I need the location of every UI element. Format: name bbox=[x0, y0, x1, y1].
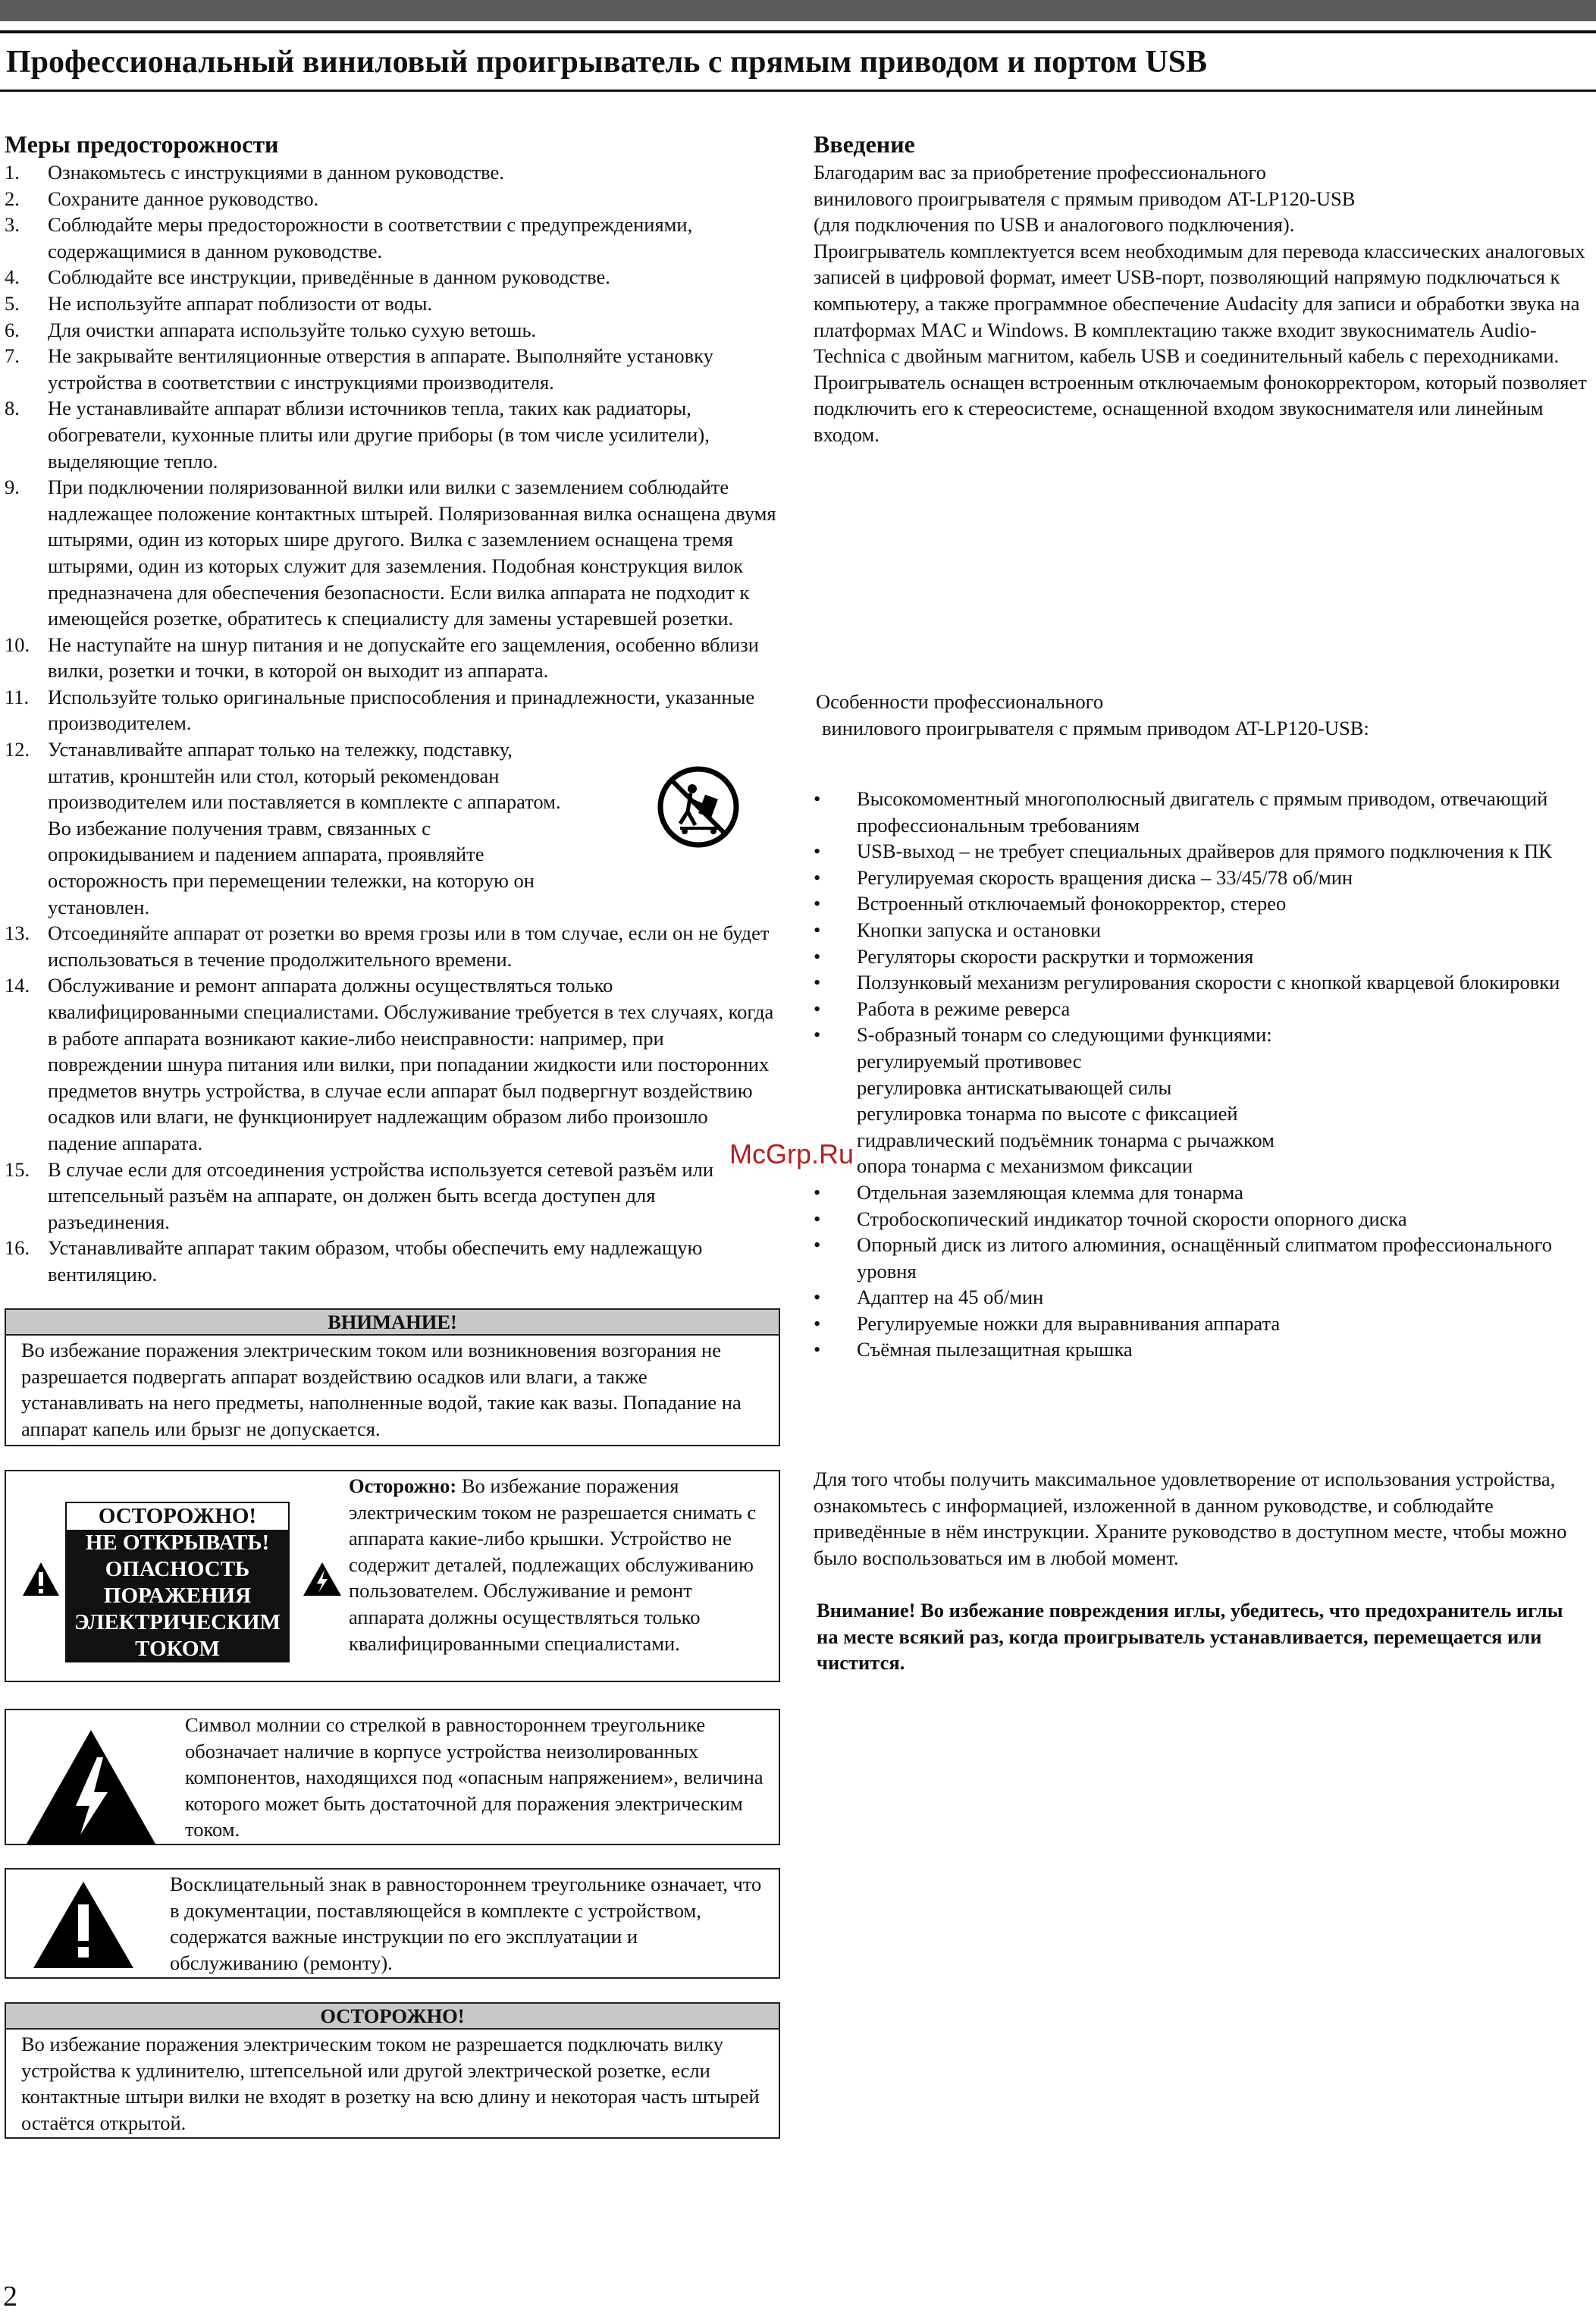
intro-line2: винилового проигрывателя с прямым приводом AT-LP120-USB bbox=[814, 187, 1356, 210]
precaution-text: Сохраните данное руководство. bbox=[48, 187, 319, 210]
precaution-text: Обслуживание и ремонт аппарата должны осуществляться только квалифицированными специалистами. Обслуживание требуется в тех случаях, когда в работе аппарата возникают какие-либо неисправности: например, при повреждении шнура питания или вилки, при попадании жидкости или посторонних предметов внутрь устройства, в случае если аппарат был подвергнут воздействию осадков или влаги, не функционирует надлежащим образом либо произошло падение аппарата. bbox=[48, 974, 774, 1154]
precaution-number: 13. bbox=[5, 921, 30, 945]
caution-box bbox=[5, 2002, 780, 2139]
bullet: • bbox=[814, 971, 821, 994]
exclamation-symbol-box bbox=[5, 1868, 780, 1979]
feature-text: USB-выход – не требует специальных драйверов для прямого подключения к ПК bbox=[857, 840, 1552, 863]
feature-item bbox=[814, 890, 1594, 917]
warning-triangle-icon-left bbox=[21, 1561, 61, 1597]
lightning-symbol-box bbox=[5, 1709, 780, 1845]
precaution-text: Не используйте аппарат поблизости от воды. bbox=[48, 291, 433, 315]
feature-item bbox=[814, 1284, 1594, 1311]
precaution-item bbox=[5, 920, 782, 972]
bullet: • bbox=[814, 840, 821, 863]
needle-warning: Внимание! Во избежание повреждения иглы, убедитесь, что предохранитель иглы на месте всякий раз, когда проигрыватель устанавливается, перемещается или чистится. bbox=[817, 1599, 1563, 1675]
bullet: • bbox=[814, 1233, 821, 1257]
caution-box-text: Во избежание поражения электрическим током не разрешается подключать вилку устройства к удлинителю, штепсельной или другой электрической розетке, если контактные штыри вилки не входят в розетку на всю длину и некоторая часть штырей остаётся открытой. bbox=[21, 2033, 760, 2134]
exclamation-triangle-icon bbox=[30, 1879, 136, 1971]
feature-text: Высокомоментный многополюсный двигатель с прямым приводом, отвечающий профессиональным требованиям bbox=[857, 787, 1548, 837]
feature-subitem: регулируемый противовес bbox=[857, 1049, 1082, 1072]
precaution-number: 16. bbox=[5, 1236, 30, 1260]
precaution-text: Отсоединяйте аппарат от розетки во время грозы или в том случае, если он не будет использоваться в течение продолжительного времени. bbox=[48, 921, 770, 971]
feature-text: Регуляторы скорости раскрутки и торможения bbox=[857, 944, 1254, 968]
features-list bbox=[814, 786, 1594, 1363]
top-rule bbox=[0, 30, 1596, 33]
caution-box-title: ОСТОРОЖНО! bbox=[6, 2004, 779, 2030]
page-title: Профессиональный виниловый проигрыватель с прямым приводом и портом USB bbox=[6, 45, 1208, 80]
bullet: • bbox=[814, 1180, 821, 1204]
intro-paragraph3: Проигрыватель оснащен встроенным отключаемым фонокорректором, который позволяет подключить его к стереосистеме, оснащенной входом звукоснимателя или линейным входом. bbox=[814, 370, 1587, 446]
exclamation-symbol-text: Восклицательный знак в равностороннем треугольнике означает, что в документации, поставляющейся в комплекте с устройством, содержатся важные инструкции по его эксплуатации и обслуживанию (ремонту). bbox=[170, 1873, 762, 1974]
precautions-heading: Меры предосторожности bbox=[5, 130, 279, 158]
precaution-text: Соблюдайте меры предосторожности в соответствии с предупреждениями, содержащимися в данном руководстве. bbox=[48, 213, 693, 262]
bullet: • bbox=[814, 1023, 821, 1047]
precaution-text: Соблюдайте все инструкции, приведённые в данном руководстве. bbox=[48, 265, 610, 289]
bullet: • bbox=[814, 865, 821, 889]
page-number: 2 bbox=[3, 2281, 17, 2312]
caution-label-line3: ОПАСНОСТЬ bbox=[105, 1557, 250, 1581]
precaution-item bbox=[5, 632, 782, 684]
precaution-item bbox=[5, 212, 782, 264]
precaution-item bbox=[5, 290, 782, 317]
warning-box bbox=[5, 1308, 780, 1446]
bullet: • bbox=[814, 1311, 821, 1335]
bullet: • bbox=[814, 944, 821, 968]
precaution-number: 12. bbox=[5, 738, 30, 761]
feature-subitem: гидравлический подъёмник тонарма с рычажком bbox=[857, 1128, 1275, 1151]
caution-label bbox=[65, 1502, 290, 1662]
features-heading bbox=[816, 689, 1589, 741]
feature-item bbox=[814, 1336, 1594, 1363]
precaution-number: 5. bbox=[5, 291, 20, 315]
caution-label-line4: ПОРАЖЕНИЯ bbox=[103, 1584, 252, 1608]
feature-text: Кнопки запуска и остановки bbox=[857, 918, 1102, 941]
precaution-number: 10. bbox=[5, 633, 30, 656]
precaution-item bbox=[5, 474, 782, 632]
precaution-number: 3. bbox=[5, 213, 20, 237]
warning-box-title: ВНИМАНИЕ! bbox=[6, 1310, 779, 1336]
bullet: • bbox=[814, 1207, 821, 1230]
feature-item bbox=[814, 1232, 1594, 1284]
precaution-item bbox=[5, 972, 782, 1156]
intro-line3: (для подключения по USB и аналогового подключения). bbox=[814, 213, 1295, 237]
feature-subitem: регулировка антискатывающей силы bbox=[857, 1075, 1172, 1099]
bullet: • bbox=[814, 892, 821, 915]
bullet: • bbox=[814, 1286, 821, 1309]
precaution-text: Не закрывайте вентиляционные отверстия в аппарате. Выполняйте установку устройства в соответствии с инструкциями производителя. bbox=[48, 344, 713, 394]
feature-text: Отдельная заземляющая клемма для тонарма bbox=[857, 1180, 1243, 1204]
bullet: • bbox=[814, 787, 821, 810]
feature-text: Ползунковый механизм регулирования скорости с кнопкой кварцевой блокировки bbox=[857, 971, 1560, 994]
feature-subitem: опора тонарма с механизмом фиксации bbox=[857, 1154, 1193, 1178]
precaution-number: 11. bbox=[5, 685, 30, 708]
feature-item bbox=[814, 865, 1594, 891]
precaution-text: При подключении поляризованной вилки или вилки с заземлением соблюдайте надлежащее положение контактных штырей. Поляризованная вилка оснащена двумя штырями, один из которых шире другого. Вилка с заземлением оснащена тремя штырями, один из которых служит для заземления. Подобная конструкция вилок предназначена для обеспечения безопасности. Если вилка аппарата не подходит к имеющейся розетке, обратитесь к специалисту для замены устаревшей розетки. bbox=[48, 476, 776, 630]
intro-heading: Введение bbox=[814, 130, 915, 158]
lightning-symbol-text: Символ молнии со стрелкой в равностороннем треугольнике обозначает наличие в корпусе устройства неизолированных компонентов, находящихся под «опасным напряжением», величина которого может быть достаточной для поражения электрическим током. bbox=[185, 1713, 764, 1841]
bullet: • bbox=[814, 1338, 821, 1361]
feature-item bbox=[814, 1022, 1594, 1048]
feature-text: Работа в режиме реверса bbox=[857, 997, 1071, 1020]
watermark: McGrp.Ru bbox=[729, 1138, 854, 1169]
precaution-item bbox=[5, 264, 782, 290]
precaution-text: Не устанавливайте аппарат вблизи источников тепла, таких как радиаторы, обогреватели, кухонные плиты или другие приборы (в том числе усилители), выделяющие тепло. bbox=[48, 397, 710, 473]
caution-label-body: Во избежание поражения электрическим током не разрешается снимать с аппарата какие-либо крышки. Устройство не содержит деталей, подлежащих обслуживанию пользователем. Обслуживание и ремонт аппарата должны осуществляться только квалифицированными специалистами. bbox=[349, 1474, 757, 1655]
feature-item bbox=[814, 943, 1594, 970]
feature-item bbox=[814, 917, 1594, 943]
precaution-number: 8. bbox=[5, 397, 20, 420]
precaution-text: В случае если для отсоединения устройства используется сетевой разъём или штепсельный разъём на аппарате, он должен быть всегда доступен для разъединения. bbox=[48, 1157, 714, 1233]
precaution-text: Устанавливайте аппарат таким образом, чтобы обеспечить ему надлежащую вентиляцию. bbox=[48, 1236, 703, 1286]
precaution-item bbox=[5, 343, 782, 395]
caution-label-line5: ЭЛЕКТРИЧЕСКИМ bbox=[74, 1610, 281, 1634]
precaution-item bbox=[5, 159, 782, 186]
precaution-number: 2. bbox=[5, 187, 20, 210]
bullet: • bbox=[814, 918, 821, 941]
closing-paragraph: Для того чтобы получить максимальное удовлетворение от использования устройства, ознакомьтесь с информацией, изложенной в данном руководстве, и соблюдайте приведённые в нём инструкции. Храните руководство в доступном месте, чтобы можно было воспользоваться им в любой момент. bbox=[814, 1468, 1567, 1569]
feature-text: Опорный диск из литого алюминия, оснащённый слипматом профессионального уровня bbox=[857, 1233, 1552, 1283]
precaution-item bbox=[5, 395, 782, 474]
precaution-item bbox=[5, 317, 782, 344]
caution-label-line1: ОСТОРОЖНО! bbox=[67, 1503, 288, 1530]
precaution-text: Устанавливайте аппарат только на тележку, подставку, штатив, кронштейн или стол, который рекомендован производителем или поставляется в комплекте с аппаратом. Во избежание получения травм, связанных с опрокидыванием и падением аппарата, проявляйте осторожность при перемещении тележки, на которую он установлен. bbox=[48, 738, 561, 918]
precaution-number: 1. bbox=[5, 161, 20, 184]
precaution-number: 6. bbox=[5, 318, 20, 341]
precaution-item bbox=[5, 186, 782, 212]
feature-item bbox=[814, 1206, 1594, 1232]
title-rule bbox=[0, 89, 1596, 92]
feature-text: Стробоскопический индикатор точной скорости опорного диска bbox=[857, 1207, 1407, 1230]
precaution-text: Для очистки аппарата используйте только сухую ветошь. bbox=[48, 318, 537, 341]
precaution-number: 9. bbox=[5, 476, 20, 499]
precaution-item bbox=[5, 1235, 782, 1287]
feature-item bbox=[814, 838, 1594, 865]
intro-line1: Благодарим вас за приобретение профессионального bbox=[814, 161, 1266, 184]
feature-item bbox=[814, 786, 1594, 838]
feature-text: Встроенный отключаемый фонокорректор, стерео bbox=[857, 892, 1287, 915]
feature-item bbox=[814, 1179, 1594, 1206]
caution-label-line2: НЕ ОТКРЫВАТЬ! bbox=[85, 1531, 270, 1555]
intro-paragraph2: Проигрыватель комплектуется всем необходимым для перевода классических аналоговых записей в цифровой формат, имеет USB-порт, позволяющий напрямую подключаться к компьютеру, а также программное обеспечение Audacity для записи и обработки звука на платформах MAC и Windows. В комплектацию также входит звукосниматель Audio-Technica с двойным магнитом, кабель USB и соединительный кабель с переходниками. bbox=[814, 239, 1585, 368]
feature-text: Регулируемая скорость вращения диска – 33/45/78 об/мин bbox=[857, 865, 1353, 889]
caution-label-text bbox=[349, 1473, 770, 1656]
feature-item bbox=[814, 969, 1594, 996]
feature-subitem: регулировка тонарма по высоте с фиксацией bbox=[857, 1102, 1238, 1126]
feature-text: Адаптер на 45 об/мин bbox=[857, 1286, 1044, 1309]
lightning-triangle-icon-small bbox=[302, 1561, 343, 1597]
precaution-number: 14. bbox=[5, 974, 30, 997]
precaution-number: 4. bbox=[5, 265, 20, 289]
precaution-item bbox=[5, 684, 782, 736]
caution-label-line6: ТОКОМ bbox=[135, 1637, 220, 1661]
precaution-text: Ознакомьтесь с инструкциями в данном руководстве. bbox=[48, 161, 504, 184]
precaution-item bbox=[5, 1157, 782, 1235]
precaution-number: 15. bbox=[5, 1157, 30, 1181]
features-heading-line2: винилового проигрывателя с прямым приводом AT-LP120-USB: bbox=[822, 716, 1369, 739]
intro-section bbox=[814, 129, 1594, 448]
feature-text: Съёмная пылезащитная крышка bbox=[857, 1338, 1133, 1361]
feature-text: S-образный тонарм со следующими функциями: bbox=[857, 1023, 1272, 1047]
warning-box-text: Во избежание поражения электрическим током или возникновения возгорания не разрешается подвергать аппарат воздействию осадков или влаги, а также устанавливать на него предметы, наполненные водой, такие как вазы. Попадание на аппарат капель или брызг не допускается. bbox=[21, 1339, 742, 1440]
feature-item bbox=[814, 996, 1594, 1022]
feature-item bbox=[814, 1311, 1594, 1337]
feature-text: Регулируемые ножки для выравнивания аппарата bbox=[857, 1311, 1281, 1335]
caution-label-box bbox=[5, 1470, 780, 1682]
precaution-number: 7. bbox=[5, 344, 20, 368]
top-bar bbox=[0, 0, 1596, 21]
precaution-text: Используйте только оригинальные приспособления и принадлежности, указанные производителем. bbox=[48, 685, 755, 735]
precaution-text: Не наступайте на шнур питания и не допускайте его защемления, особенно вблизи вилки, розетки и точки, в которой он выходит из аппарата. bbox=[48, 633, 759, 683]
features-heading-line1: Особенности профессионального bbox=[816, 690, 1104, 713]
precautions-list bbox=[5, 159, 782, 1288]
precautions-section bbox=[5, 129, 782, 1288]
cart-warning-icon bbox=[657, 766, 739, 848]
caution-label-lead: Осторожно: bbox=[349, 1474, 457, 1497]
lightning-triangle-icon bbox=[23, 1727, 159, 1848]
bullet: • bbox=[814, 997, 821, 1020]
